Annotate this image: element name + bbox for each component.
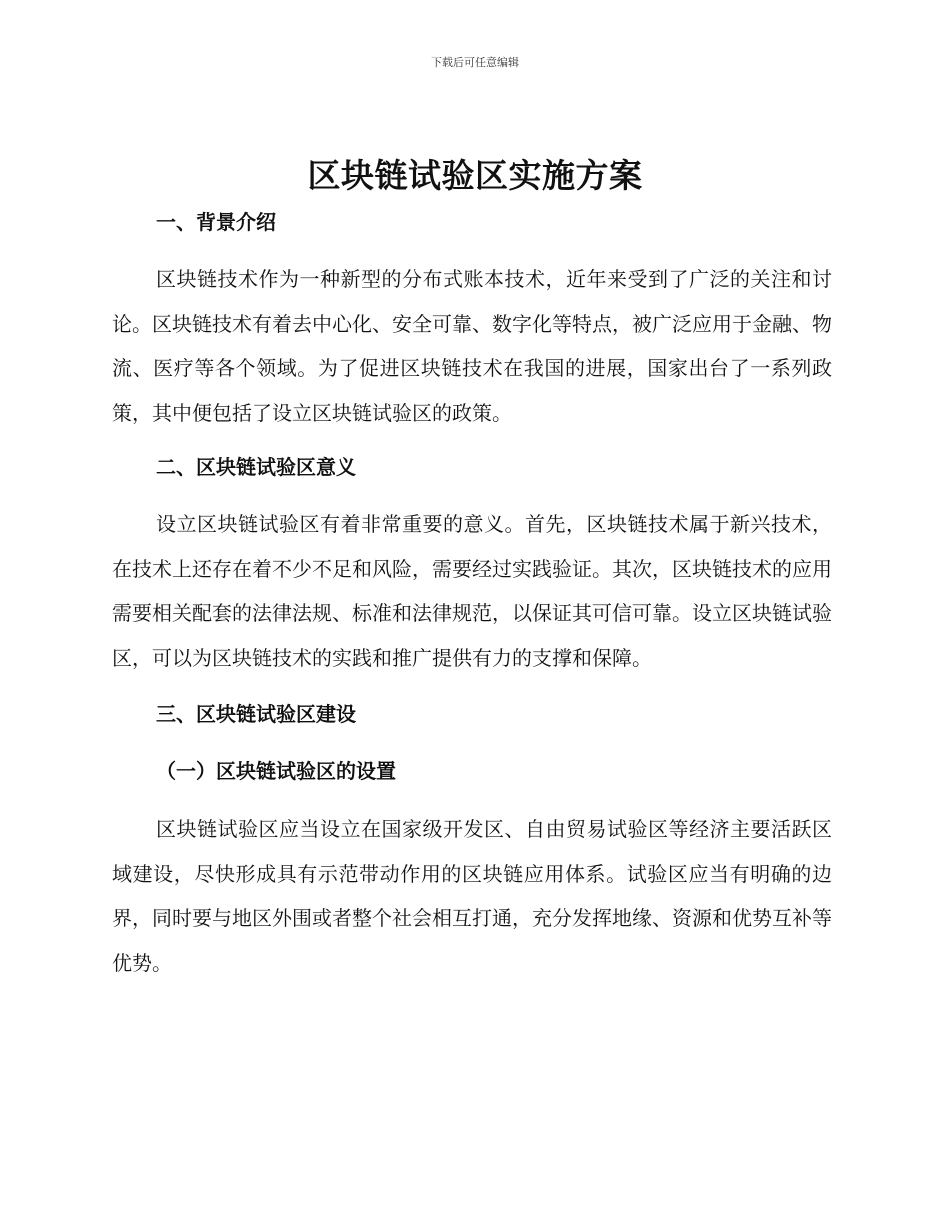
section-paragraph-background: 区块链技术作为一种新型的分布式账本技术，近年来受到了广泛的关注和讨论。区块链技术有着去中心化、安全可靠、数字化等特点，被广泛应用于金融、物流、医疗等各个领域。为了促进区块链技术在我国的进展，国家出台了一系列政策，其中便包括了设立区块链试验区的政策。 (112, 267, 832, 425)
section-paragraph-significance: 设立区块链试验区有着非常重要的意义。首先，区块链技术属于新兴技术，在技术上还存在着不少不足和风险，需要经过实践验证。其次，区块链技术的应用需要相关配套的法律法规、标准和法律规范，以保证其可信可靠。设立区块链试验区，可以为区块链技术的实践和推广提供有力的支撑和保障。 (112, 512, 832, 670)
section-heading-background: 一、背景介绍 (156, 210, 276, 234)
subsection-heading-setup: （一）区块链试验区的设置 (156, 759, 396, 783)
section-heading-construction: 三、区块链试验区建设 (156, 702, 356, 726)
section-heading-significance: 二、区块链试验区意义 (156, 455, 356, 479)
header-note: 下载后可任意编辑 (431, 56, 519, 69)
section-paragraph-setup: 区块链试验区应当设立在国家级开发区、自由贸易试验区等经济主要活跃区域建设，尽快形成具有示范带动作用的区块链应用体系。试验区应当有明确的边界，同时要与地区外围或者整个社会相互打通，充分发挥地缘、资源和优势互补等优势。 (112, 817, 832, 975)
document-body (112, 200, 832, 985)
document-title: 区块链试验区实施方案 (307, 156, 643, 195)
